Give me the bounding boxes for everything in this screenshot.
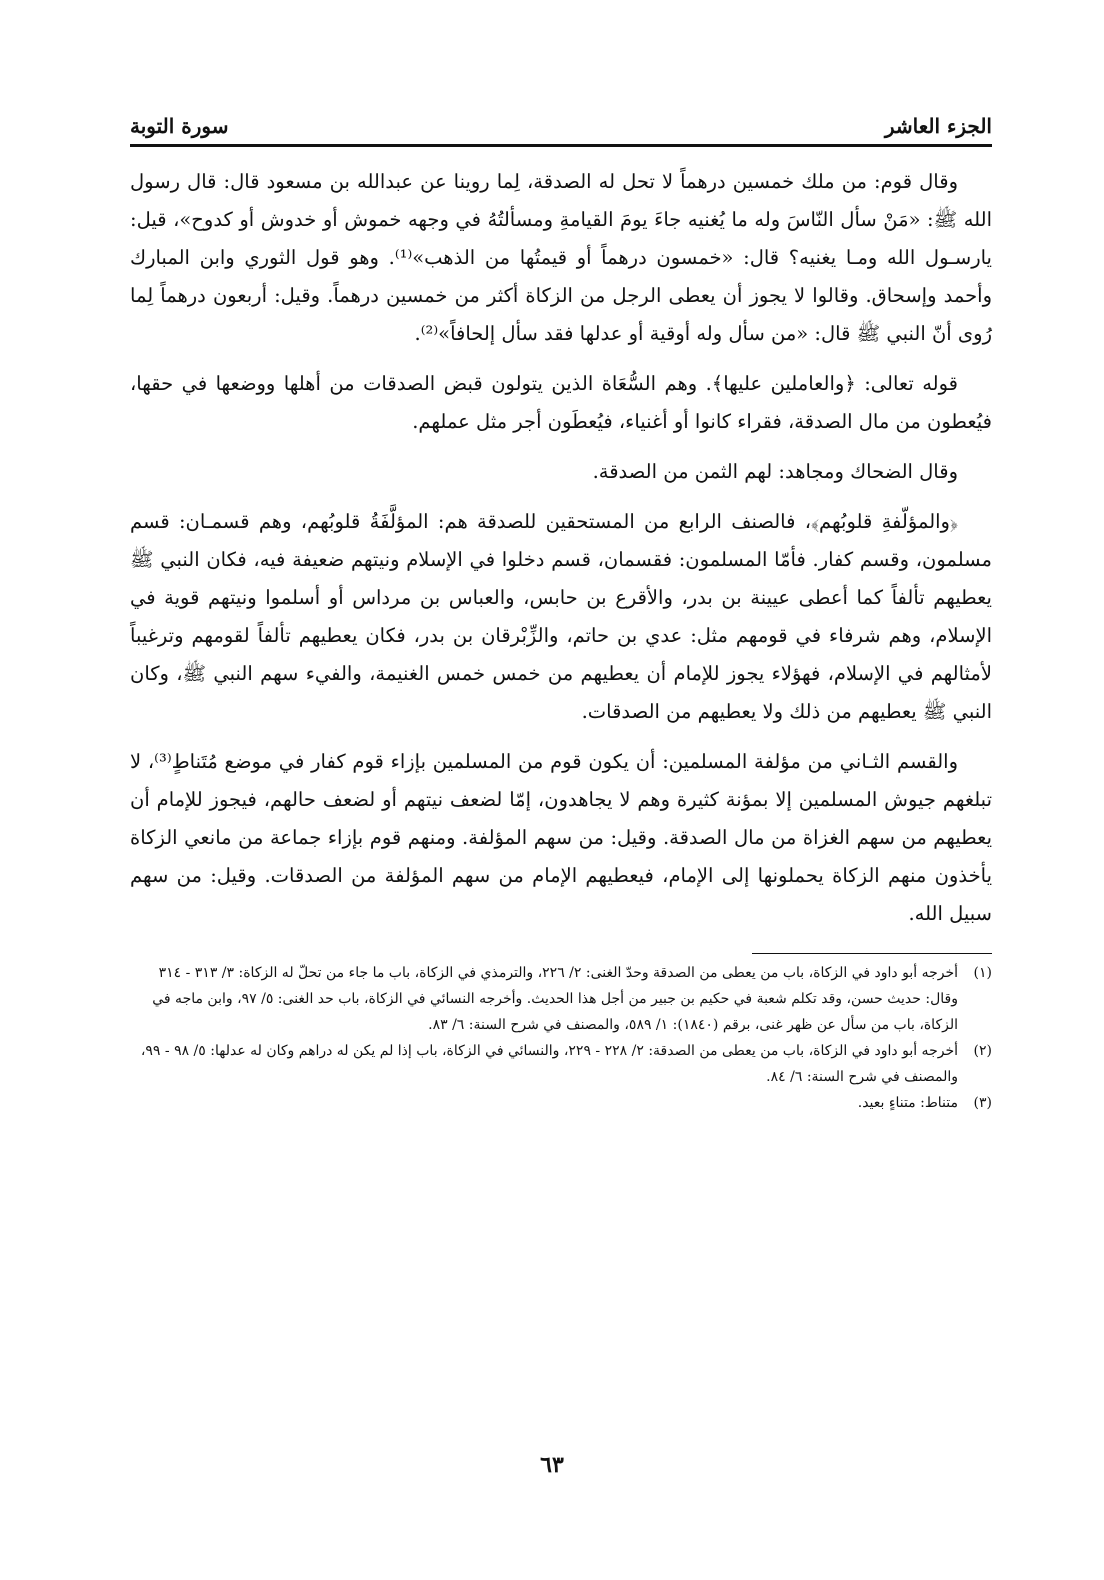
paragraph: والقسم الثـاني من مؤلفة المسلمين: أن يكون قوم من المسلمين بإزاء قوم كفار في موضع مُتَناطٍ⁽³⁾، لا تبلغهم جيوش المسلمين إلا بمؤنة كثيرة وهم لا يجاهدون، إمّا لضعف نيتهم أو لضعف حالهم، فيجوز للإمام أن يعطيهم من سهم الغزاة من مال الصدقة. وقيل: من سهم المؤلفة. ومنهم قوم بإزاء جماعة من مانعي الزكاة يأخذون منهم الزكاة يحملونها إلى الإمام، فيعطيهم الإمام من سهم المؤلفة من الصدقات. وقيل: من سهم سبيل الله. <box>130 750 992 925</box>
footnote <box>130 1090 992 1116</box>
footnote-number: (٢) <box>973 1043 992 1059</box>
header-surah-title: سورة التوبة <box>130 114 229 138</box>
paragraph: قوله تعالى: ﴿والعاملين عليها﴾. وهم السُّعَاة الذين يتولون قبض الصدقات من أهلها ووضعها في حقها، فيُعطون من مال الصدقة، فقراء كانوا أو أغنياء، فيُعطَون أجر مثل عملهم. <box>130 372 992 433</box>
footnotes <box>130 960 992 1116</box>
running-header <box>130 100 992 147</box>
footnote-text: متناط: متناءٍ بعيد. <box>857 1095 958 1111</box>
footnote-text: أخرجه أبو داود في الزكاة، باب من يعطى من الصدقة وحدّ الغنى: ٢/ ٢٢٦، والترمذي في الزكاة، باب ما جاء من تحلّ له الزكاة: ٣/ ٣١٣ - ٣١٤ وقال: حديث حسن، وقد تكلم شعبة في حكيم بن جبير من أجل هذا الحديث. وأخرجه النسائي في الزكاة، باب حد الغنى: ٥/ ٩٧، وابن ماجه في الزكاة، باب من سأل عن ظهر غنى، برقم (١٨٤٠): ١/ ٥٨٩، والمصنف في شرح السنة: ٦/ ٨٣. <box>152 965 958 1033</box>
main-text <box>130 163 992 933</box>
footnote-number: (٣) <box>973 1095 992 1111</box>
paragraph: وقال الضحاك ومجاهد: لهم الثمن من الصدقة. <box>592 460 958 483</box>
paragraph: ﴿والمؤلّفةِ قلوبُهم﴾، فالصنف الرابع من المستحقين للصدقة هم: المؤلَّفَةُ قلوبُهم، وهم قسمـان: قسم مسلمون، وقسم كفار. فأمّا المسلمون: فقسمان، قسم دخلوا في الإسلام ونيتهم ضعيفة فيه، فكان النبي ﷺ يعطيهم تألفاً كما أعطى عيينة بن بدر، والأقرع بن حابس، والعباس بن مرداس أو أسلموا ونيتهم قوية في الإسلام، وهم شرفاء في قومهم مثل: عدي بن حاتم، والزِّبْرقان بن بدر، فكان يعطيهم تألفاً لقومهم وترغيباً لأمثالهم في الإسلام، فهؤلاء يجوز للإمام أن يعطيهم من خمس خمس الغنيمة، والفيء سهم النبي ﷺ، وكان النبي ﷺ يعطيهم من ذلك ولا يعطيهم من الصدقات. <box>130 510 992 723</box>
page-number: ٦٣ <box>540 1452 564 1478</box>
footnote-text: أخرجه أبو داود في الزكاة، باب من يعطى من الصدقة: ٢/ ٢٢٨ - ٢٢٩، والنسائي في الزكاة، باب إذا لم يكن له دراهم وكان له عدلها: ٥/ ٩٨ - ٩٩، والمصنف في شرح السنة: ٦/ ٨٤. <box>140 1043 958 1085</box>
footnote-separator <box>752 953 992 954</box>
paragraph: وقال قوم: من ملك خمسين درهماً لا تحل له الصدقة، لِما روينا عن عبدالله بن مسعود قال: قال رسول الله ﷺ: «مَنْ سأل النّاسَ وله ما يُغنيه جاءَ يومَ القيامةِ ومسألتُهُ في وجهه خموش أو خدوش أو كدوح»، قيل: يارسـول الله ومـا يغنيه؟ قال: «خمسون درهماً أو قيمتُها من الذهب»⁽¹⁾. وهو قول الثوري وابن المبارك وأحمد وإسحاق. وقالوا لا يجوز أن يعطى الرجل من الزكاة أكثر من خمسين درهماً. وقيل: أربعون درهماً لِما رُوى أنّ النبي ﷺ قال: «من سأل وله أوقية أو عدلها فقد سأل إلحافاً»⁽²⁾. <box>130 170 992 345</box>
footnote <box>130 1038 992 1090</box>
footnote-number: (١) <box>973 965 992 981</box>
header-part-title: الجزء العاشر <box>884 114 992 138</box>
footnote <box>130 960 992 1038</box>
page <box>130 100 992 1116</box>
